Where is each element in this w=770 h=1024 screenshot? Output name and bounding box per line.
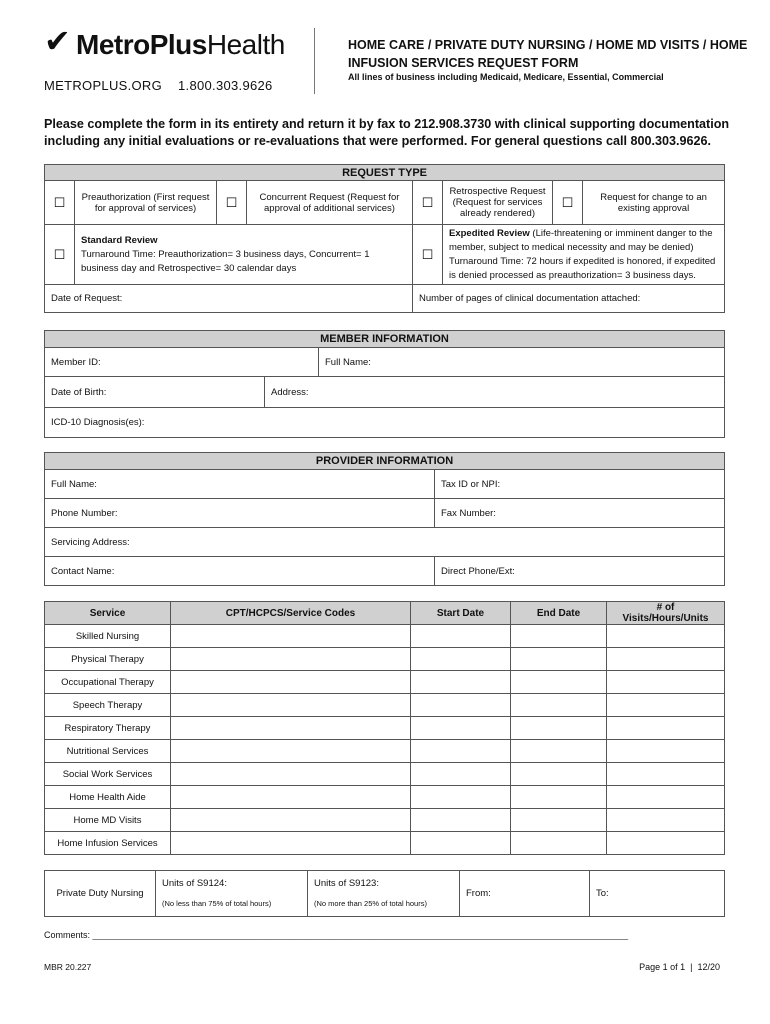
service-end-cell[interactable] (511, 832, 607, 855)
retrospective-label: Retrospective Request (Request for services already rendered) (443, 181, 553, 225)
pdn-from-field[interactable]: From: (460, 871, 590, 917)
service-start-cell[interactable] (411, 740, 511, 763)
pdn-to-field[interactable]: To: (590, 871, 725, 917)
servicing-address-field[interactable]: Servicing Address: (45, 528, 725, 557)
member-dob-field[interactable]: Date of Birth: (45, 377, 265, 408)
request-type-table (44, 164, 725, 313)
service-end-cell[interactable] (511, 694, 607, 717)
service-units-cell[interactable] (607, 763, 725, 786)
services-body (45, 625, 725, 855)
service-name: Occupational Therapy (45, 671, 171, 694)
standard-review (75, 225, 413, 285)
service-start-cell[interactable] (411, 671, 511, 694)
service-end-cell[interactable] (511, 671, 607, 694)
service-units-cell[interactable] (607, 740, 725, 763)
service-units-cell[interactable] (607, 786, 725, 809)
form-id: MBR 20.227 (44, 962, 92, 972)
expedited-review-title: Expedited Review (449, 227, 530, 239)
table-row (45, 763, 725, 786)
table-row (45, 625, 725, 648)
services-table (44, 601, 725, 855)
page-number: Page 1 of 1 | 12/20 (639, 962, 720, 972)
table-row (45, 717, 725, 740)
pdn-table (44, 870, 725, 917)
date-of-request-field[interactable]: Date of Request: (45, 285, 413, 313)
service-units-cell[interactable] (607, 832, 725, 855)
service-name: Respiratory Therapy (45, 717, 171, 740)
expedited-checkbox[interactable]: ☐ (413, 225, 443, 285)
table-row (45, 832, 725, 855)
service-name: Social Work Services (45, 763, 171, 786)
preauth-label: Preauthorization (First request for approval of services) (75, 181, 217, 225)
service-col-header: Service (45, 602, 171, 625)
codes-col-header: CPT/HCPCS/Service Codes (171, 602, 411, 625)
expedited-review-text: (Life-threatening or imminent danger to the member, subject to medical necessity and may be denied) Turnaround Time: 72 hours if expedited is honored, if expedited is denied processed as preauthorization= 3 business days. (449, 227, 716, 281)
retrospective-checkbox[interactable]: ☐ (413, 181, 443, 225)
request-type-heading: REQUEST TYPE (45, 165, 725, 181)
service-units-cell[interactable] (607, 809, 725, 832)
table-row (45, 740, 725, 763)
website: METROPLUS.ORG (44, 78, 163, 93)
expedited-review (443, 225, 725, 285)
service-start-cell[interactable] (411, 809, 511, 832)
provider-phone-field[interactable]: Phone Number: (45, 499, 435, 528)
service-codes-cell[interactable] (171, 832, 411, 855)
service-codes-cell[interactable] (171, 717, 411, 740)
icd10-field[interactable]: ICD-10 Diagnosis(es): (45, 408, 725, 438)
service-codes-cell[interactable] (171, 763, 411, 786)
provider-tax-field[interactable]: Tax ID or NPI: (435, 470, 725, 499)
service-name: Home Infusion Services (45, 832, 171, 855)
table-row (45, 809, 725, 832)
end-date-col-header: End Date (511, 602, 607, 625)
s9124-field[interactable] (156, 871, 308, 917)
service-end-cell[interactable] (511, 763, 607, 786)
logo-check-icon: ✔ (44, 22, 71, 60)
preauth-checkbox[interactable]: ☐ (45, 181, 75, 225)
service-name: Skilled Nursing (45, 625, 171, 648)
provider-name-field[interactable]: Full Name: (45, 470, 435, 499)
service-start-cell[interactable] (411, 717, 511, 740)
service-start-cell[interactable] (411, 648, 511, 671)
form-title: HOME CARE / PRIVATE DUTY NURSING / HOME MD VISITS / HOME INFUSION SERVICES REQUEST FORM (348, 38, 748, 70)
member-name-field[interactable]: Full Name: (319, 348, 725, 377)
s9123-label: Units of S9123: (314, 877, 379, 889)
service-codes-cell[interactable] (171, 809, 411, 832)
table-row (45, 648, 725, 671)
service-end-cell[interactable] (511, 809, 607, 832)
provider-info-table (44, 452, 725, 586)
service-start-cell[interactable] (411, 625, 511, 648)
contact-name-field[interactable]: Contact Name: (45, 557, 435, 586)
service-codes-cell[interactable] (171, 648, 411, 671)
member-address-field[interactable]: Address: (265, 377, 725, 408)
service-end-cell[interactable] (511, 740, 607, 763)
service-name: Speech Therapy (45, 694, 171, 717)
units-col-header: # of Visits/Hours/Units (607, 602, 725, 625)
service-start-cell[interactable] (411, 786, 511, 809)
s9123-note: (No more than 25% of total hours) (314, 898, 427, 908)
service-codes-cell[interactable] (171, 694, 411, 717)
service-name: Nutritional Services (45, 740, 171, 763)
service-codes-cell[interactable] (171, 740, 411, 763)
member-info-heading: MEMBER INFORMATION (45, 331, 725, 348)
logo (76, 30, 285, 60)
service-units-cell[interactable] (607, 625, 725, 648)
service-units-cell[interactable] (607, 648, 725, 671)
logo-light-text: Health (206, 29, 285, 60)
service-name: Home Health Aide (45, 786, 171, 809)
logo-bold-text: MetroPlus (76, 29, 207, 60)
service-end-cell[interactable] (511, 786, 607, 809)
change-label: Request for change to an existing approval (583, 181, 725, 225)
service-end-cell[interactable] (511, 648, 607, 671)
comments-field[interactable]: Comments: ___________________________________________________________________________________________________________ (44, 930, 629, 940)
concurrent-checkbox[interactable]: ☐ (217, 181, 247, 225)
intro-text: Please complete the form in its entirety and return it by fax to 212.908.3730 with clinical supporting documentation including any initial evaluations or re-evaluations that were performed. For general questions call 800.303.9626. (44, 117, 730, 148)
service-name: Home MD Visits (45, 809, 171, 832)
member-info-table (44, 330, 725, 438)
service-units-cell[interactable] (607, 694, 725, 717)
table-row (45, 671, 725, 694)
pages-attached-field[interactable]: Number of pages of clinical documentation attached: (413, 285, 725, 313)
service-start-cell[interactable] (411, 832, 511, 855)
header-divider (314, 28, 315, 94)
service-start-cell[interactable] (411, 694, 511, 717)
standard-checkbox[interactable]: ☐ (45, 225, 75, 285)
standard-review-text: Turnaround Time: Preauthorization= 3 business days, Concurrent= 1 business day and Retrospective= 30 calendar days (81, 248, 370, 274)
service-end-cell[interactable] (511, 717, 607, 740)
s9124-label: Units of S9124: (162, 877, 227, 889)
form-subtitle: All lines of business including Medicaid, Medicare, Essential, Commercial (348, 72, 664, 82)
change-checkbox[interactable]: ☐ (553, 181, 583, 225)
pdn-label: Private Duty Nursing (45, 871, 156, 917)
service-units-cell[interactable] (607, 717, 725, 740)
table-row (45, 786, 725, 809)
phone: 1.800.303.9626 (178, 78, 273, 93)
service-start-cell[interactable] (411, 763, 511, 786)
service-units-cell[interactable] (607, 671, 725, 694)
start-date-col-header: Start Date (411, 602, 511, 625)
service-codes-cell[interactable] (171, 786, 411, 809)
s9123-field[interactable] (308, 871, 460, 917)
provider-fax-field[interactable]: Fax Number: (435, 499, 725, 528)
concurrent-label: Concurrent Request (Request for approval of additional services) (247, 181, 413, 225)
service-codes-cell[interactable] (171, 671, 411, 694)
direct-phone-field[interactable]: Direct Phone/Ext: (435, 557, 725, 586)
service-end-cell[interactable] (511, 625, 607, 648)
s9124-note: (No less than 75% of total hours) (162, 898, 272, 908)
standard-review-title: Standard Review (81, 234, 158, 246)
member-id-field[interactable]: Member ID: (45, 348, 319, 377)
table-row (45, 694, 725, 717)
service-codes-cell[interactable] (171, 625, 411, 648)
provider-info-heading: PROVIDER INFORMATION (45, 453, 725, 470)
service-name: Physical Therapy (45, 648, 171, 671)
